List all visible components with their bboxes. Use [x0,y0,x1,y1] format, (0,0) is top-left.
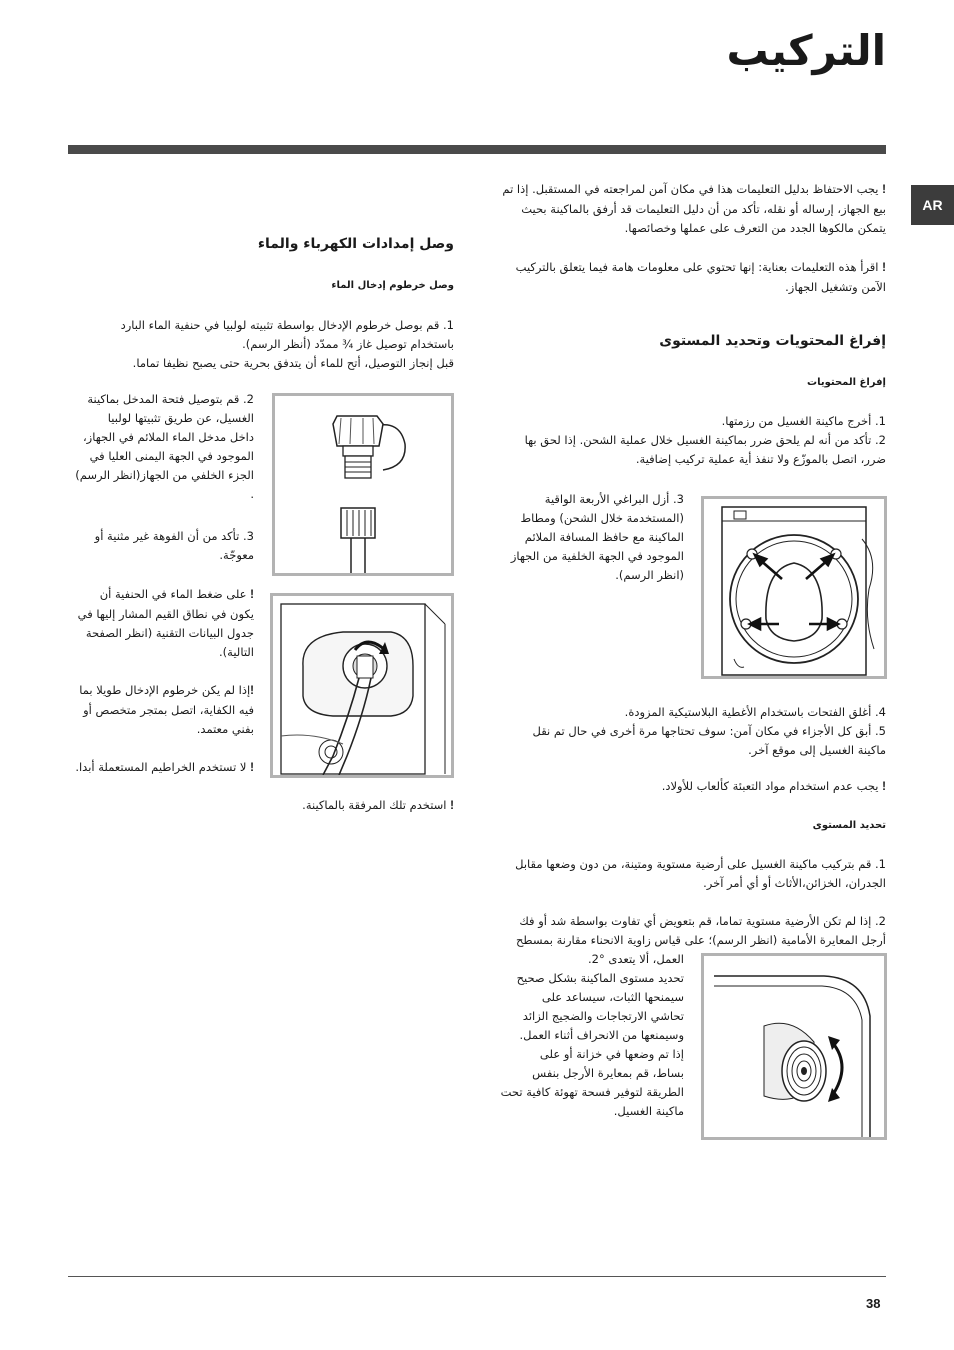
text-line: 2. قم بتوصيل فتحة المدخل بماكينة [87,392,254,406]
warning-icon: ! [882,184,886,196]
text-line: ماكينة الغسيل إلى موقع آخر. [748,743,886,757]
note-supplied-hoses [154,796,454,816]
text-line: الموجود في الجهة اليمنى العليا في [89,449,254,463]
unpacking-step-5 [466,722,886,760]
text-line: باستخدام توصيل غاز ¾ ممدّد (أنظر الرسم). [242,337,454,351]
text-line: ماكينة الغسيل. [613,1104,684,1118]
warning-icon: ! [882,262,886,274]
warning-icon: ! [250,589,254,601]
inlet-step-1 [54,316,454,373]
text-line: الجزء الخلفي من الجهاز(انظر الرسم) [75,468,254,482]
section-heading-supply-connections: وصل إمدادات الكهرباء والماء [257,236,454,252]
text-line: 1. قم بتركيب ماكينة الغسيل على أرضية مستوية ومتينة، من دون وضعها مقابل [515,857,886,871]
text-line: 4. أغلق الفتحات باستخدام الأغطية البلاستيكية المزودة. [624,705,886,719]
text-line: 5. أبق كل الأجزاء في مكان آمن: سوف تحتاجها مرة أخرى في حال تم نقل [532,724,886,738]
text-line: الطريقة لتوفير فسحة تهوئة كافية تحت [500,1085,684,1099]
unpacking-step-2 [466,431,886,469]
warning-icon: ! [250,685,254,697]
inlet-valve-illustration [273,596,451,775]
text-line: تحديد مستوى الماكينة بشكل صحيح [516,971,684,985]
leveling-step-1 [466,855,886,893]
text-line: فيه الكفاية، اتصل بمتجر متخصص أو [83,703,254,717]
note-used-hoses [59,758,254,778]
subheading-leveling: تحديد المستوى [812,820,886,831]
text-line: يتمكن مالكوها الجدد من التعرف على عملها وخصائصها. [624,221,886,235]
text-line: يكون في نطاق القيم المشار إليها في [77,607,254,621]
inlet-step-3 [59,527,254,565]
tap-hose-illustration [275,396,451,573]
unpacking-step-1 [466,412,886,431]
text-line: قبل إنجاز التوصيل، أتح للماء أن يتدفق بحرية حتى يصبح نظيفا تماما. [132,356,454,370]
text-line: 3. تأكد من أن الفوهة غير مثنية أو [94,529,254,543]
text-line: . [250,487,254,501]
page-title: التركيب [726,26,886,75]
text-line: الآمن وتشغيل الجهاز. [785,280,886,294]
note-packaging [466,777,886,797]
text-line: الموجود في الجهة الخلفية من الجهاز [510,549,684,563]
figure-inlet-connection [270,593,454,778]
figure-transport-bolts [701,496,887,679]
text-line: داخل مدخل الماء الملائم في الجهاز، [82,430,254,444]
text-line: ! اقرأ هذه التعليمات بعناية: إنها تحتوي على معلومات هامة فيما يتعلق بالتركيب [515,260,886,274]
subheading-unpacking: إفراغ المحتويات [807,377,886,388]
footer-rule [68,1276,886,1277]
text-line: بفني معتمد. [196,722,254,736]
figure-leveling-foot [701,953,887,1140]
text-line: (انظر الرسم). [615,568,684,582]
text-line: ! على ضغط الماء في الحنفية أن [99,587,254,601]
text-line: 2. إذا لم تكن الأرضية مستوية تماما، قم بتعويض أي تفاوت بواسطة شد أو فك [519,914,886,928]
note-hose-length [59,681,254,739]
language-tab: AR [911,185,954,225]
warning-icon: ! [250,762,254,774]
text-line: الجدران، الخزائن،الأثاث أو أي أمر آخر. [703,876,886,890]
text-line: أرجل المعايرة الأمامية (انظر الرسم)؛ على قياس زاوية الانحناء مقارنة بمسطح [516,933,886,947]
text-line: 3. أزل البراغي الأربعة الواقية [544,492,684,506]
text-line: ضرر، اتصل بالموزّع ولا تنفذ أية عملية تركيب إضافية. [635,452,886,466]
warning-icon: ! [882,781,886,793]
note-keep-manual [486,180,886,238]
text-line: وسيمنعها من الانحراف أثناء العمل. [519,1028,684,1042]
text-line: الماكينة مع حافظ المسافة الملائم [524,530,684,544]
subheading-inlet-hose: وصل خرطوم إدخال الماء [331,280,454,291]
text-line: سيمنحها الثبات، سيساعد على [541,990,684,1004]
text-line: ! استخدم تلك المرفقة بالماكينة. [302,798,454,812]
text-line: 1. قم بوصل خرطوم الإدخال بواسطة تثبيته لولبيا في حنفية الماء البارد [120,318,454,332]
note-read-carefully [486,258,886,297]
text-line: ! يجب الاحتفاظ بدليل التعليمات هذا في مكان آمن لمراجعته في المستقبل. إذا تم [502,182,886,196]
text-line: جدول البيانات التقنية (انظر الصفحة [85,626,254,640]
text-line: بيع الجهاز، إرساله أو نقله، تأكد من أن دليل التعليمات قد أرفق بالماكينة بحيث [521,202,886,216]
unpacking-step-4 [466,703,886,722]
text-line: (المستخدمة خلال الشحن) ومطاط [520,511,684,525]
text-line: العمل، ألا يتعدى °2. [587,952,684,966]
washer-back-illustration [704,499,884,676]
page-number: 38 [866,1296,881,1311]
text-line: !إذا لم يكن خرطوم الإدخال طويلا بما [79,683,254,697]
text-line: ! لا تستخدم الخراطيم المستعملة أبدا. [75,760,254,774]
text-line: تحاشي الارتجاجات والضجيج الزائد [522,1009,684,1023]
adjustable-foot-illustration [704,956,884,1137]
text-line: إذا تم وضعها في خزانة أو على [539,1047,684,1061]
leveling-step-2 [466,912,886,950]
unpacking-step-3 [494,490,684,585]
text-line: 1. أخرج ماكينة الغسيل من رزمتها. [721,414,886,428]
text-line: ! يجب عدم استخدام مواد التعبئة كألعاب للأولاد. [661,779,886,793]
section-heading-unpacking-leveling: إفراغ المحتويات وتحديد المستوى [659,333,886,349]
figure-tap-connection [272,393,454,576]
text-line: 2. تأكد من أنه لم يلحق ضرر بماكينة الغسيل خلال عملية الشحن. إذا لحق بها [524,433,886,447]
text-line: التالية). [219,645,254,659]
text-line: الغسيل، عن طريق تثبيتها لولبيا [107,411,254,425]
header-rule [68,145,886,154]
leveling-step-2-continued [494,950,684,1121]
text-line: معوجّة. [219,548,254,562]
note-water-pressure [59,585,254,662]
text-line: بساط، قم بمعايرة الأرجل بنفس [532,1066,684,1080]
warning-icon: ! [450,800,454,812]
inlet-step-2 [59,390,254,504]
